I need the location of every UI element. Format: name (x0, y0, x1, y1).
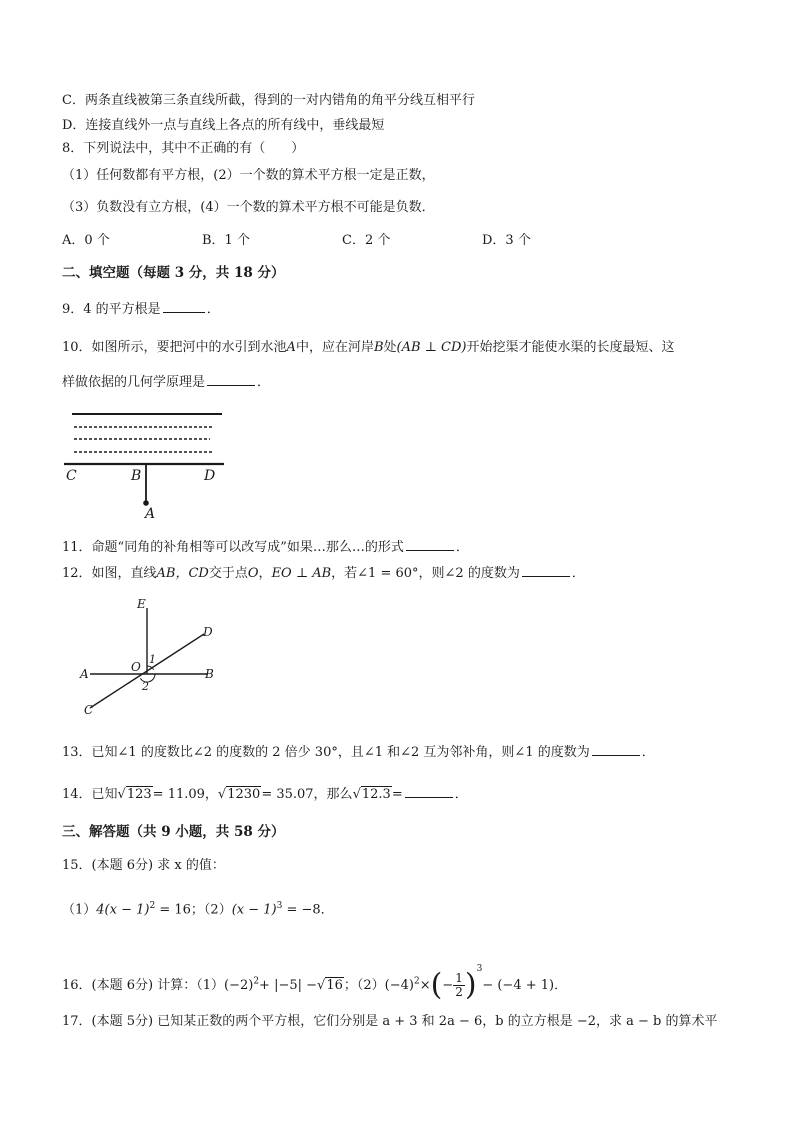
q10-line2 (62, 373, 270, 392)
q16-e2d: − (−4 + 1)． (482, 978, 568, 993)
q17-text: 17．(本题 5分) 已知某正数的两个平方根，它们分别是 a + 3 和 2a − 6，b 的立方根是 −2，求 a − b 的算术平 (62, 1014, 718, 1029)
q14-value-2: = 35.07，那么 (261, 787, 353, 802)
section-heading-solve: 三、解答题（共 9 小题，共 58 分） (62, 824, 285, 840)
q14-start: 14．已知 (62, 787, 118, 802)
fig12-label-d: D (203, 625, 213, 639)
q10-river-figure (60, 406, 230, 522)
q16: 16．(本题 6分) 计算：$(1)(-2)^2+ |-5| -√16$；$(2)(-4)^2\times(-$ $\frac{1}{2}$ )$^3$− (−4 + 1)． (62, 964, 568, 1003)
q7-option-c: C．两条直线被第三条直线所截，得到的一对内错角的角平分线互相平行 (62, 93, 475, 108)
q16-e2a: (−4) (384, 978, 414, 993)
q14-answer-blank (405, 785, 453, 798)
q12-part4: ，若∠1 = 60°，则∠2 的度数为 (331, 566, 520, 581)
q8-option-a: A．0 个 (62, 233, 110, 248)
q15-p1-rhs: = 16； (159, 902, 204, 918)
q16-e2a-exp: 2 (413, 976, 420, 987)
q12-angle-figure (76, 596, 226, 716)
q7-option-d: D．连接直线外一点与直线上各点的所有线中，垂线最短 (62, 118, 385, 133)
q15-stem: 15．(本题 6分) 求 x 的值： (62, 858, 225, 873)
q10-part3: 处 (383, 340, 397, 355)
q9-text: 9．4 的平方根是 (62, 302, 161, 317)
q15-p2-expr: (x − 1) (231, 902, 277, 918)
q14-sqrt-123: √123 (117, 787, 152, 802)
q14 (62, 785, 468, 804)
q12-perp: EO ⊥ AB (271, 566, 332, 581)
fig12-label-c: C (84, 703, 94, 717)
fig12-label-e: E (137, 597, 146, 611)
q16-e1a: (−2) (224, 978, 254, 993)
q15-p2-label: （2） (203, 902, 232, 918)
section-heading-fill-in: 二、填空题（每题 3 分，共 18 分） (62, 265, 285, 281)
q14-value-1: = 11.09， (152, 787, 218, 802)
q16-left-paren: ( (430, 967, 443, 1003)
q10-answer-blank (207, 373, 255, 386)
q13 (62, 743, 655, 762)
fig10-label-c: C (66, 468, 77, 484)
q8-option-b: B．1 个 (202, 233, 250, 248)
q14-end: ． (454, 787, 468, 802)
q15-p1-exp: 2 (149, 901, 156, 911)
q10-line2-text: 样做依据的几何学原理是 (62, 375, 206, 390)
q15-p1-expr: 4(x − 1) (96, 902, 150, 918)
q8-option-c: C．2 个 (342, 233, 391, 248)
q8-stem: 8．下列说法中，其中不正确的有（ ） (62, 141, 305, 156)
q16-sqrt-16: √16 (317, 978, 343, 993)
q11-text: 11．命题“同角的补角相等可以改写成”如果…那么…的形式 (62, 540, 404, 555)
q10-part2: 中，应在河岸 (295, 340, 374, 355)
q11-end: ． (455, 540, 469, 555)
q12-point-o: O (247, 566, 259, 581)
q10-line1 (62, 339, 675, 357)
fig10-label-a: A (145, 506, 156, 522)
pool-a-dot (143, 500, 149, 506)
q16-e1b: + |−5| − (259, 978, 318, 993)
q10-point-a: A (286, 340, 296, 355)
q10-condition: (AB ⊥ CD) (396, 340, 467, 355)
fig12-label-b: B (205, 667, 214, 681)
q11 (62, 538, 469, 557)
q10-point-b: B (373, 340, 384, 355)
q15-parts (62, 897, 334, 919)
q11-answer-blank (406, 538, 454, 551)
q16-e2c-exp: 3 (476, 964, 483, 974)
q10-part4: 开始挖渠才能使水渠的长度最短、这 (466, 340, 675, 355)
q12-part3: ， (258, 566, 272, 581)
q10-end: ． (257, 375, 271, 390)
q12-answer-blank (522, 564, 570, 577)
q16-stem: 16．(本题 6分) 计算：（1） (62, 978, 224, 993)
q15-p2-exp: 3 (276, 901, 283, 911)
fig12-label-a: A (80, 667, 89, 681)
q12-part1: 12．如图，直线 (62, 566, 157, 581)
q16-fraction: $\frac{1}{2}$ (455, 971, 463, 999)
fig12-label-o: O (131, 660, 141, 674)
q10-part1: 10．如图所示，要把河中的水引到水池 (62, 340, 287, 355)
fig12-label-1: 1 (149, 653, 156, 666)
q14-sqrt-1230: √1230 (217, 787, 261, 802)
q16-right-paren: ) (464, 967, 477, 1003)
q13-text: 13．已知∠1 的度数比∠2 的度数的 2 倍少 30°，且∠1 和∠2 互为邻补角，则∠1 的度数为 (62, 745, 590, 760)
q12-end: ． (571, 566, 585, 581)
q8-statement-line1: （1）任何数都有平方根，(2）一个数的算术平方根一定是正数， (62, 168, 435, 183)
fig10-label-b: B (131, 468, 142, 484)
q9-answer-blank (163, 300, 205, 313)
q9-end: ． (206, 302, 220, 317)
q8-statement-line2: （3）负数没有立方根，(4）一个数的算术平方根不可能是负数． (62, 200, 435, 215)
q16-sep: ；（2） (343, 978, 385, 993)
q15-p1-label: （1） (62, 902, 97, 918)
q12-lines: AB，CD (156, 566, 209, 581)
fig10-label-d: D (204, 468, 216, 484)
q16-times: × (419, 978, 431, 993)
q15-p2-rhs: = −8． (286, 902, 334, 918)
q16-e1a-exp: 2 (253, 976, 260, 987)
q14-value-3: = (391, 787, 403, 802)
q9 (62, 300, 220, 319)
fig12-label-2: 2 (142, 680, 149, 693)
q12-part2: 交于点 (208, 566, 248, 581)
q14-sqrt-12-3: √12.3 (352, 787, 391, 802)
q12 (62, 564, 585, 583)
q8-option-d: D．3 个 (482, 233, 531, 248)
q13-answer-blank (592, 743, 640, 756)
q13-end: ． (641, 745, 655, 760)
